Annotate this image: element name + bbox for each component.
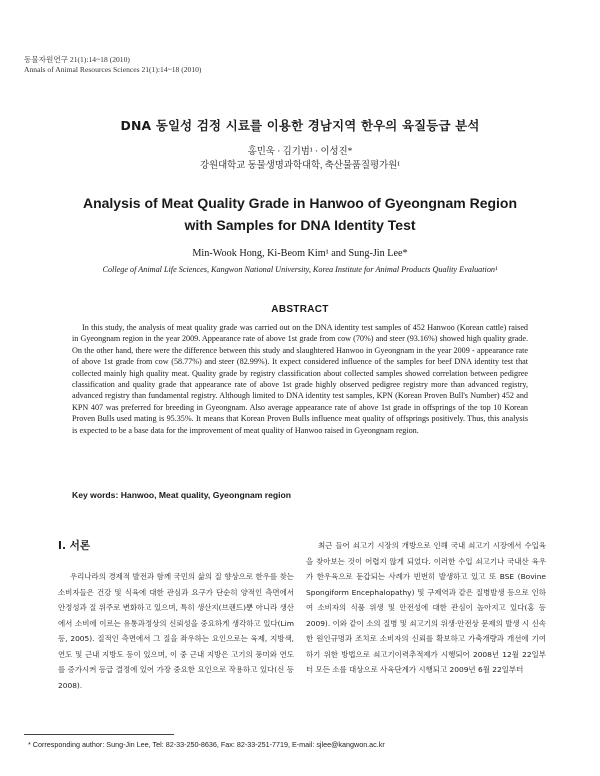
right-column: [306, 538, 546, 678]
introduction-paragraph-left: 우리나라의 경제적 발전과 함께 국민의 삶의 질 향상으로 한우를 찾는 소비자들은 건강 및 식육에 대한 관심과 요구가 단순히 양적인 측면에서 안정성과 질 위주로 변화하고 있으며, 특히 생산지(브랜드)뿐 아니라 생산에서 소비에 이르는 유통과정상의 신뢰성을 중요하게 생각하고 있다(Lim 등, 2005). 질적인 측면에서 그 질을 좌우하는 요인으로는 육제, 지방색, 연도 및 근내 지방도 등이 있으며, 이 중 근내 지방은 고기의 풍미와 연도를 증가시켜 등급 결정에 있어 가장 중요한 요인으로 작용하고 있다(신 등 2008).: [58, 572, 294, 690]
journal-header: [24, 55, 201, 75]
abstract-body: In this study, the analysis of meat quality grade was carried out on the DNA identity test samples of 452 Hanwoo (Korean cattle) raised in Gyeongnam region in the year 2009. Appearance rate of above 1st grade from cow (70%) and steer (93.16%) showed high quality grade. On the other hand, there were the difference between this study and slaughtered Hanwoo in Gyeongnam in the year 2009 - appearance rate of above 1st grade from cow (58.77%) and steer (82.99%). It expect considered influence of the samples for beef DNA identity test that collected mainly high quality meat. Quality grade by registry classification about collected samples showed correlation between pedigree classification and quality grade that appearance rate of above 1st grade highly observed pedigree registry more than advanced registry, advanced registry than fundamental registry. Although limited to DNA identity test samples, KPN (Korean Proven Bull's Number) 452 and KPN 407 was preferred for breeding in Gyeongnam. Also average appearance rate of above 1st grade in offsprings of the top 10 Korean Proven Bulls used mating is 95.35%. It means that Korean Proven Bulls influence meat quality of offsprings positively. Thus, this analysis is expected to be a base data for the improvement of meat quality of Hanwoo raised in Gyeongnam region.: [72, 323, 528, 435]
left-column: [58, 538, 294, 693]
english-authors: Min-Wook Hong, Ki-Beom Kim¹ and Sung-Jin Lee*: [192, 248, 408, 259]
korean-title: DNA 동일성 검정 시료를 이용한 경남지역 한우의 육질등급 분석: [120, 118, 480, 133]
english-title: [0, 192, 600, 236]
footnote-divider: [24, 734, 174, 735]
keywords: Key words: Hanwoo, Meat quality, Gyeongnam region: [72, 490, 292, 500]
english-title-line-2: with Samples for DNA Identity Test: [184, 217, 416, 233]
journal-citation-english: Annals of Animal Resources Sciences 21(1):14~18 (2010): [24, 65, 202, 74]
corresponding-author-footnote: * Corresponding author: Sung-Jin Lee, Tel: 82-33-250-8636, Fax: 82-33-251-7719, E-mail: sjlee@kangwon.ac.kr: [28, 740, 385, 749]
english-title-line-1: Analysis of Meat Quality Grade in Hanwoo of Gyeongnam Region: [82, 195, 518, 211]
section-heading-introduction: Ⅰ. 서론: [58, 540, 91, 552]
journal-citation-korean: 동물자원연구 21(1):14~18 (2010): [24, 55, 130, 64]
introduction-paragraph-right: 최근 들어 쇠고기 시장의 개방으로 인해 국내 쇠고기 시장에서 수입육을 찾아보는 것이 어렵지 않게 되었다. 이러한 수입 쇠고기나 국내산 육우가 한우육으로 둔갑되는 사례가 빈번히 발생하고 있고 또 BSE (Bovine Spongiform Encephalopathy) 및 구제역과 같은 질병발생 등으로 인하여 소비자의 식품 위생 및 안전성에 대한 관심이 높아지고 있다(홍 등 2009). 이와 같이 소의 질병 및 쇠고기의 위생·안전상 문제의 발생 시 신속한 원인규명과 조치로 소비자의 신뢰를 확보하고 가축개량과 개선에 기여하기 위한 방법으로 쇠고기이력추적제가 시행되어 2008년 12월 22일부터 모든 소를 대상으로 사육단계가 시행되고 2009년 6월 22일부터: [306, 541, 546, 674]
english-affiliation: College of Animal Life Sciences, Kangwon National University, Korea Institute for Animal Products Quality Evaluation¹: [102, 265, 498, 274]
abstract-heading: ABSTRACT: [271, 304, 329, 315]
korean-authors: 홍민욱 · 김기범¹ · 이성진*: [247, 147, 353, 157]
korean-affiliation: 강원대학교 동물생명과학대학, 축산물품질평가원¹: [199, 161, 401, 171]
